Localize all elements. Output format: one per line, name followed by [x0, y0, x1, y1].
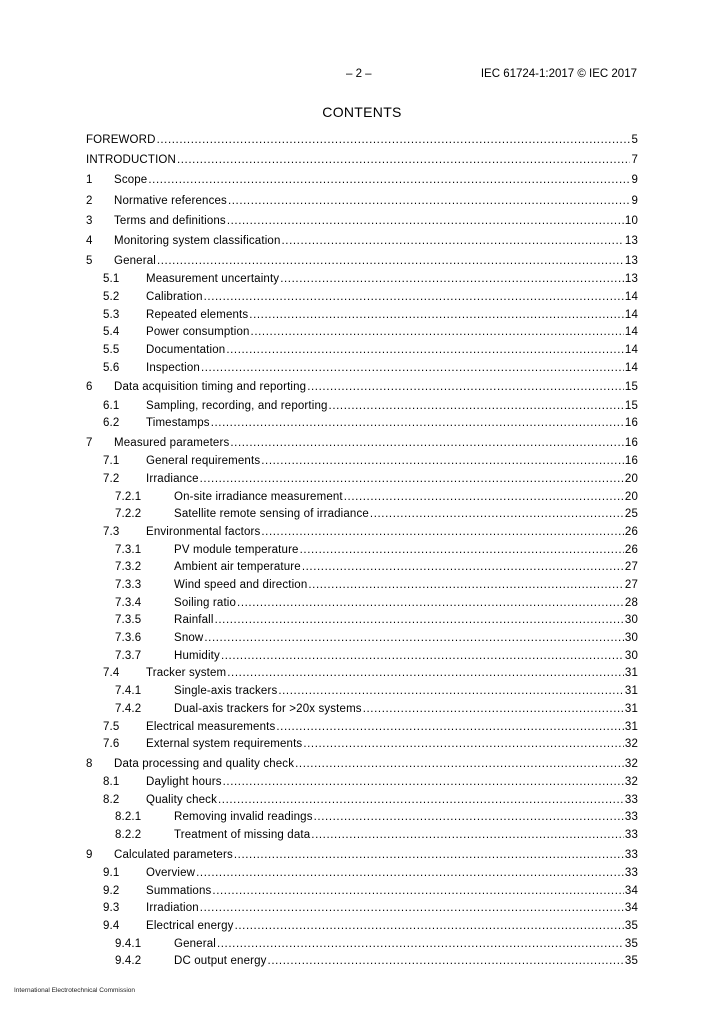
- toc-entry[interactable]: [86, 453, 638, 471]
- toc-entry-title: Terms and definitions: [114, 214, 226, 227]
- toc-entry-page: 13: [624, 255, 638, 268]
- toc-entry-title: Irradiance: [146, 472, 199, 485]
- toc-entry[interactable]: [86, 736, 638, 754]
- toc-entry[interactable]: [86, 845, 638, 865]
- toc-entry[interactable]: [86, 612, 638, 630]
- toc-entry-page: 30: [624, 632, 638, 645]
- toc-entry[interactable]: [86, 289, 638, 307]
- toc-entry-number: 6: [86, 381, 93, 394]
- toc-entry[interactable]: [86, 231, 638, 251]
- toc-entry-title: Ambient air temperature: [174, 561, 301, 574]
- toc-entry-page: 30: [624, 614, 638, 627]
- toc-entry[interactable]: [86, 648, 638, 666]
- toc-entry[interactable]: [86, 170, 638, 190]
- toc-entry-title: PV module temperature: [174, 543, 299, 556]
- toc-entry-number: 5.5: [103, 344, 120, 357]
- toc-dot-leader: [295, 754, 624, 774]
- toc-entry-page: 7: [631, 154, 638, 167]
- toc-entry-page: 31: [624, 667, 638, 680]
- toc-entry-number: 5.4: [103, 326, 120, 339]
- toc-entry-number: 6.1: [103, 399, 120, 412]
- toc-entry[interactable]: [86, 489, 638, 507]
- toc-entry-title: Inspection: [146, 361, 200, 374]
- toc-entry[interactable]: [86, 918, 638, 936]
- toc-entry-number: 7.1: [103, 455, 120, 468]
- toc-dot-leader: [363, 701, 624, 719]
- toc-entry-number: 7.3.2: [115, 561, 142, 574]
- toc-dot-leader: [234, 845, 624, 865]
- toc-entry-title: Tracker system: [146, 667, 227, 680]
- toc-entry-title: Wind speed and direction: [174, 579, 308, 591]
- toc-dot-leader: [278, 683, 624, 701]
- toc-entry[interactable]: [86, 865, 638, 883]
- toc-entry-title: Timestamps: [146, 417, 210, 430]
- toc-entry-title: Power consumption: [146, 326, 250, 339]
- toc-entry-page: 25: [624, 508, 638, 521]
- toc-entry-page: 14: [624, 326, 638, 339]
- toc-entry-page: 5: [631, 134, 638, 146]
- toc-entry-title: Calibration: [146, 291, 203, 303]
- toc-entry-title: Overview: [146, 867, 196, 879]
- toc-entry-number: 5.2: [103, 291, 120, 303]
- toc-entry[interactable]: [86, 191, 638, 211]
- toc-entry-number: 5.1: [103, 273, 120, 286]
- toc-entry-title: Monitoring system classification: [114, 234, 281, 247]
- toc-entry-page: 26: [624, 525, 638, 538]
- toc-entry[interactable]: [86, 398, 638, 416]
- toc-entry[interactable]: [86, 719, 638, 737]
- toc-entry[interactable]: [86, 433, 638, 453]
- toc-entry-title: Summations: [146, 884, 212, 897]
- toc-dot-leader: [227, 665, 624, 683]
- toc-dot-leader: [300, 542, 624, 560]
- toc-dot-leader: [237, 595, 624, 613]
- toc-entry[interactable]: [86, 900, 638, 918]
- toc-entry-title: Rainfall: [174, 614, 214, 627]
- page-title: CONTENTS: [322, 104, 402, 120]
- page-header: [0, 68, 724, 84]
- publisher-footer: International Electrotechnical Commission: [14, 987, 136, 994]
- toc-dot-leader: [221, 648, 624, 666]
- toc-entry[interactable]: [86, 271, 638, 289]
- toc-dot-leader: [217, 936, 624, 954]
- toc-entry[interactable]: [86, 324, 638, 342]
- toc-dot-leader: [344, 489, 624, 507]
- toc-dot-leader: [308, 577, 624, 595]
- toc-entry[interactable]: [86, 471, 638, 489]
- toc-entry-title: Environmental factors: [146, 525, 261, 538]
- toc-entry-number: 4: [86, 234, 93, 247]
- toc-entry-title: Data processing and quality check: [114, 757, 295, 770]
- toc-entry-number: 7.2.2: [115, 508, 142, 521]
- toc-entry-page: 16: [624, 417, 638, 430]
- toc-entry-page: 26: [624, 543, 638, 556]
- toc-entry-number: 9.4.2: [115, 955, 142, 968]
- toc-entry-title: Electrical measurements: [146, 720, 276, 733]
- toc-entry-number: 9.4.1: [115, 937, 142, 950]
- toc-dot-leader: [177, 150, 630, 170]
- toc-entry-page: 20: [624, 472, 638, 485]
- toc-entry-title: External system requirements: [146, 738, 303, 751]
- toc-entry-page: 15: [624, 399, 638, 412]
- toc-entry-number: 7.2.1: [115, 490, 142, 503]
- toc-entry-title: Soiling ratio: [174, 596, 237, 609]
- toc-entry-number: 3: [86, 214, 93, 227]
- toc-dot-leader: [261, 453, 624, 471]
- toc-entry-number: 7.3.4: [115, 596, 142, 609]
- toc-entry-page: 31: [624, 702, 638, 715]
- toc-entry-title: Dual-axis trackers for >20x systems: [174, 702, 362, 715]
- toc-dot-leader: [329, 398, 624, 416]
- toc-entry[interactable]: [86, 754, 638, 774]
- toc-entry[interactable]: [86, 542, 638, 560]
- toc-entry-title: Humidity: [174, 649, 220, 662]
- toc-entry-title: Normative references: [114, 194, 227, 207]
- toc-entry-number: 9.3: [103, 902, 120, 915]
- toc-dot-leader: [249, 307, 624, 325]
- toc-entry[interactable]: [86, 307, 638, 325]
- toc-entry-page: 34: [624, 902, 638, 915]
- toc-entry-page: 20: [624, 490, 638, 503]
- toc-entry-number: 7: [86, 437, 93, 449]
- toc-entry-page: 13: [624, 234, 638, 247]
- toc-entry-page: 16: [624, 455, 638, 468]
- toc-entry[interactable]: [86, 792, 638, 810]
- toc-entry-page: 35: [624, 937, 638, 950]
- toc-entry-page: 32: [624, 757, 638, 770]
- toc-entry-title: Quality check: [146, 793, 217, 806]
- toc-entry[interactable]: [86, 774, 638, 792]
- toc-entry-number: 8.2.2: [115, 829, 142, 842]
- toc-entry-page: 34: [624, 884, 638, 897]
- toc-entry-number: 7.5: [103, 720, 120, 733]
- toc-dot-leader: [226, 342, 624, 360]
- toc-entry-page: 28: [624, 596, 638, 609]
- toc-entry-title: DC output energy: [174, 955, 267, 968]
- toc-entry[interactable]: [86, 342, 638, 360]
- toc-entry-number: 5.6: [103, 361, 120, 374]
- toc-entry-number: 7.2: [103, 472, 120, 485]
- toc-entry-page: 32: [624, 738, 638, 751]
- toc-entry[interactable]: [86, 130, 638, 150]
- standard-reference: IEC 61724-1:2017 © IEC 2017: [480, 68, 637, 80]
- toc-entry-page: 9: [631, 194, 638, 207]
- toc-entry-page: 14: [624, 344, 638, 357]
- toc-entry[interactable]: [86, 150, 638, 170]
- toc-entry[interactable]: [86, 701, 638, 719]
- page-number: – 2 –: [346, 68, 372, 80]
- toc-entry-page: 31: [624, 685, 638, 698]
- toc-entry-title: Documentation: [146, 344, 226, 357]
- toc-entry-number: 7.3.7: [115, 649, 142, 662]
- toc-entry-page: 33: [624, 867, 638, 879]
- toc-entry-page: 33: [624, 793, 638, 806]
- toc-dot-leader: [314, 809, 624, 827]
- toc-entry-number: 7.4.1: [115, 685, 142, 698]
- toc-entry-number: 5: [86, 255, 93, 268]
- toc-entry-number: 9.1: [103, 867, 120, 879]
- toc-entry-title: Daylight hours: [146, 776, 222, 789]
- toc-entry-number: 8.1: [103, 776, 120, 789]
- toc-entry-title: Irradiation: [146, 902, 199, 915]
- toc-dot-leader: [211, 415, 624, 433]
- toc-entry-number: 7.3.1: [115, 543, 142, 556]
- toc-entry[interactable]: [86, 809, 638, 827]
- toc-entry-number: 7.3: [103, 525, 120, 538]
- toc-entry-number: 9.2: [103, 884, 120, 897]
- toc-entry[interactable]: [86, 953, 638, 971]
- toc-entry-page: 14: [624, 361, 638, 374]
- toc-entry-number: 9.4: [103, 920, 120, 933]
- toc-entry-title: Calculated parameters: [114, 848, 233, 861]
- toc-entry-page: 14: [624, 291, 638, 303]
- toc-dot-leader: [215, 612, 624, 630]
- toc-dot-leader: [311, 827, 624, 845]
- toc-entry-page: 27: [624, 561, 638, 574]
- toc-entry-page: 33: [624, 848, 638, 861]
- toc-entry[interactable]: [86, 595, 638, 613]
- toc-dot-leader: [261, 524, 624, 542]
- toc-dot-leader: [212, 883, 623, 901]
- toc-dot-leader: [157, 251, 624, 271]
- toc-entry-title: Snow: [174, 632, 204, 645]
- toc-dot-leader: [196, 865, 624, 883]
- toc-dot-leader: [204, 630, 624, 648]
- toc-entry-page: 14: [624, 308, 638, 321]
- toc-dot-leader: [204, 289, 624, 307]
- toc-entry-number: 7.4: [103, 667, 120, 680]
- toc-entry-number: 6.2: [103, 417, 120, 430]
- toc-entry[interactable]: [86, 577, 638, 595]
- toc-entry-title: General: [114, 255, 156, 268]
- toc-dot-leader: [370, 506, 624, 524]
- toc-entry-page: 16: [624, 437, 638, 449]
- toc-entry[interactable]: [86, 665, 638, 683]
- toc-entry-page: 30: [624, 649, 638, 662]
- toc-dot-leader: [280, 271, 624, 289]
- toc-entry-title: Electrical energy: [146, 920, 234, 933]
- toc-dot-leader: [251, 324, 624, 342]
- toc-entry-title: Treatment of missing data: [174, 829, 311, 842]
- toc-entry-number: 8.2.1: [115, 811, 142, 824]
- toc-entry-title: Scope: [114, 174, 148, 187]
- toc-entry-title: On-site irradiance measurement: [174, 490, 343, 503]
- toc-entry-page: 32: [624, 776, 638, 789]
- toc-entry-title: Sampling, recording, and reporting: [146, 399, 328, 412]
- toc-entry-page: 35: [624, 955, 638, 968]
- toc-entry-title: Measured parameters: [114, 437, 230, 449]
- toc-entry-page: 13: [624, 273, 638, 286]
- toc-dot-leader: [200, 471, 624, 489]
- toc-entry-number: 5.3: [103, 308, 120, 321]
- toc-entry-page: 33: [624, 811, 638, 824]
- toc-entry-page: 15: [624, 381, 638, 394]
- toc-dot-leader: [223, 774, 624, 792]
- toc-dot-leader: [228, 191, 631, 211]
- toc-entry-page: 35: [624, 920, 638, 933]
- toc-dot-leader: [157, 130, 631, 150]
- toc-entry[interactable]: [86, 630, 638, 648]
- toc-entry-number: 2: [86, 194, 93, 207]
- toc-entry-number: 7.3.5: [115, 614, 142, 627]
- toc-entry[interactable]: [86, 251, 638, 271]
- toc-dot-leader: [268, 953, 624, 971]
- toc-entry-title: Satellite remote sensing of irradiance: [174, 508, 369, 521]
- toc-entry-number: 7.6: [103, 738, 120, 751]
- toc-entry[interactable]: [86, 827, 638, 845]
- toc-dot-leader: [303, 736, 624, 754]
- toc-entry-number: 7.3.3: [115, 579, 142, 591]
- toc-entry-number: 9: [86, 848, 93, 861]
- toc-entry[interactable]: [86, 360, 638, 378]
- toc-dot-leader: [201, 360, 624, 378]
- toc-entry[interactable]: [86, 415, 638, 433]
- toc-entry-number: 1: [86, 174, 93, 187]
- toc-dot-leader: [276, 719, 624, 737]
- toc-dot-leader: [230, 433, 624, 453]
- toc-dot-leader: [282, 231, 624, 251]
- toc-entry[interactable]: [86, 883, 638, 901]
- toc-entry-page: 10: [624, 214, 638, 227]
- toc-entry-title: Measurement uncertainty: [146, 273, 280, 286]
- toc-dot-leader: [218, 792, 624, 810]
- table-of-contents: [86, 130, 638, 971]
- toc-dot-leader: [302, 559, 624, 577]
- toc-entry[interactable]: [86, 683, 638, 701]
- toc-entry[interactable]: [86, 559, 638, 577]
- toc-dot-leader: [307, 377, 624, 397]
- toc-entry-title: Removing invalid readings: [174, 811, 313, 824]
- toc-entry[interactable]: [86, 211, 638, 231]
- toc-entry-title: FOREWORD: [86, 134, 156, 146]
- toc-entry-page: 33: [624, 829, 638, 842]
- toc-entry[interactable]: [86, 936, 638, 954]
- toc-entry[interactable]: [86, 377, 638, 397]
- toc-entry[interactable]: [86, 506, 638, 524]
- toc-entry-number: 7.3.6: [115, 632, 142, 645]
- toc-entry-number: 8: [86, 757, 93, 770]
- toc-entry-title: Data acquisition timing and reporting: [114, 381, 307, 394]
- toc-entry-number: 8.2: [103, 793, 120, 806]
- toc-dot-leader: [200, 900, 624, 918]
- toc-dot-leader: [148, 170, 630, 190]
- toc-entry-title: Repeated elements: [146, 308, 249, 321]
- toc-entry-page: 31: [624, 720, 638, 733]
- toc-entry-page: 9: [631, 174, 638, 187]
- toc-dot-leader: [227, 211, 624, 231]
- toc-dot-leader: [235, 918, 624, 936]
- toc-entry[interactable]: [86, 524, 638, 542]
- toc-entry-number: 7.4.2: [115, 702, 142, 715]
- toc-entry-title: General: [174, 937, 216, 950]
- toc-entry-title: General requirements: [146, 455, 261, 468]
- toc-entry-page: 27: [624, 579, 638, 591]
- toc-entry-title: INTRODUCTION: [86, 154, 176, 167]
- toc-entry-title: Single-axis trackers: [174, 685, 278, 698]
